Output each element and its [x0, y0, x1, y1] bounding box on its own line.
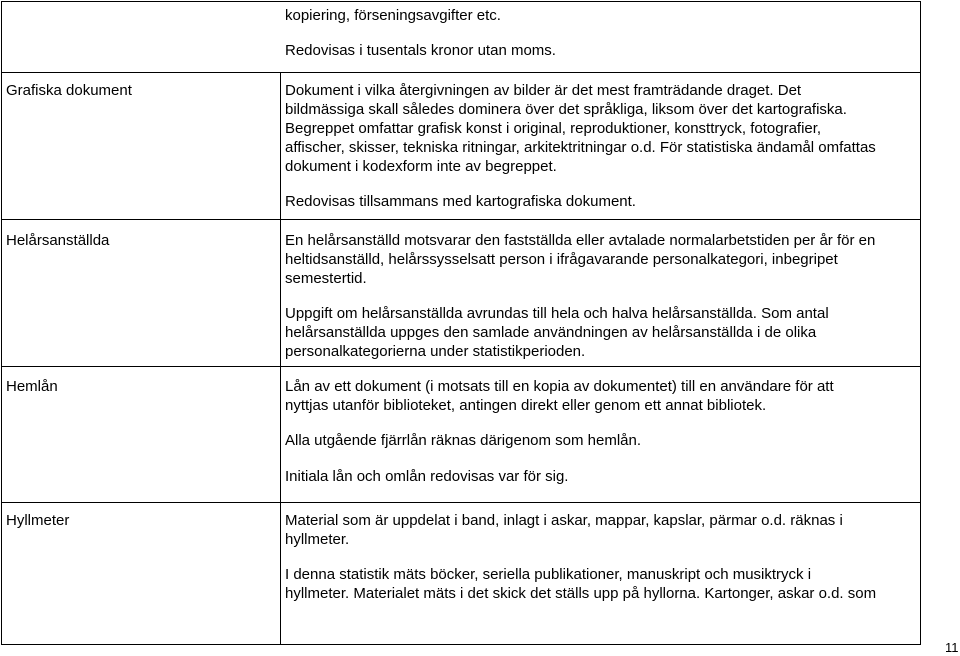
definition-text: helårsanställda uppges den samlade användningen av helårsanställda i de olika — [285, 324, 817, 341]
definition-text: Material som är uppdelat i band, inlagt i askar, mappar, kapslar, pärmar o.d. räknas i — [285, 512, 843, 529]
row-divider — [2, 502, 920, 503]
page-number: 11 — [945, 640, 959, 655]
term-grafiska-dokument: Grafiska dokument — [6, 82, 132, 99]
definition-text: hyllmeter. — [285, 531, 350, 548]
definition-text: Redovisas i tusentals kronor utan moms. — [285, 42, 556, 59]
row-divider — [2, 219, 920, 220]
definition-text: hyllmeter. Materialet mäts i det skick det ställs upp på hyllorna. Kartonger, askar o.d. som — [285, 585, 877, 602]
term-helarsanstallda: Helårsanställda — [6, 232, 110, 249]
definition-text: En helårsanställd motsvarar den fastställda eller avtalade normalarbetstiden per år för en — [285, 232, 876, 249]
definition-text: personalkategorierna under statistikperioden. — [285, 343, 586, 360]
definition-text: affischer, skisser, tekniska ritningar, arkitektritningar o.d. För statistiska ändamål omfattas — [285, 139, 876, 156]
definition-text: kopiering, förseningsavgifter etc. — [285, 7, 501, 24]
definition-text: Begreppet omfattar grafisk konst i original, reproduktioner, konsttryck, fotografier, — [285, 120, 822, 137]
row-divider — [2, 72, 920, 73]
definition-text: nyttjas utanför biblioteket, antingen direkt eller genom ett annat bibliotek. — [285, 397, 767, 414]
definitions-table — [1, 1, 921, 645]
row-divider — [2, 366, 920, 367]
empty-term-cell — [2, 2, 280, 72]
term-hyllmeter: Hyllmeter — [6, 512, 70, 529]
definition-text: bildmässiga skall således dominera över det språkliga, liksom över det kartografiska. — [285, 101, 847, 118]
definition-text: Initiala lån och omlån redovisas var för sig. — [285, 468, 569, 485]
definition-text: dokument i kodexform inte av begreppet. — [285, 158, 557, 175]
definition-text: Uppgift om helårsanställda avrundas till hela och halva helårsanställda. Som antal — [285, 305, 829, 322]
definition-text: Redovisas tillsammans med kartografiska dokument. — [285, 193, 636, 210]
definition-text: semestertid. — [285, 270, 367, 287]
definition-text: Lån av ett dokument (i motsats till en kopia av dokumentet) till en användare för att — [285, 378, 834, 395]
column-divider — [280, 72, 281, 644]
definition-text: Dokument i vilka återgivningen av bilder är det mest framträdande draget. Det — [285, 82, 802, 99]
definition-text: heltidsanställd, helårssysselsatt person i ifrågavarande personalkategori, inbegripet — [285, 251, 838, 268]
definition-text: Alla utgående fjärrlån räknas därigenom som hemlån. — [285, 432, 642, 449]
definition-text: I denna statistik mäts böcker, seriella publikationer, manuskript och musiktryck i — [285, 566, 812, 583]
term-hemlan: Hemlån — [6, 378, 58, 395]
